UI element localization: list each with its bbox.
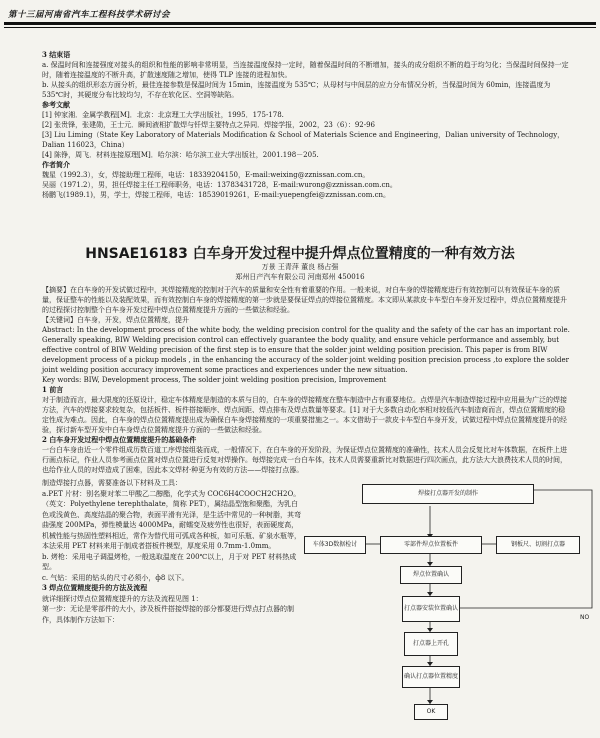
previous-article-tail (42, 50, 570, 200)
flow-ok: OK (414, 704, 448, 720)
paper-authors: 万景 王青萍 董良 杨占强 (261, 263, 339, 271)
reference-item: [3] Liu Liming（State Key Laboratory of Materials Modification & School of Materials Science and Engineering，Dalian university of Technology，Dalian 116023，China） (42, 131, 565, 149)
section-3-text: 就详细探讨焊点位置精度提升的方法及流程见图 1： (42, 594, 203, 603)
flow-car-data-review: 车体3D数据检讨 (304, 536, 366, 554)
material-c: c. 气钻：采用的钻头的尺寸必须小，ф8 以下。 (42, 573, 189, 582)
flow-drill-holes: 打点器上开孔 (404, 632, 458, 656)
author-bio: 魏星（1992.3），女，焊接助理工程师，电话：18339204150，E-mail:weixing@zznissan.com.cn。 (42, 171, 370, 179)
flow-position-check: 焊点位置确认 (400, 566, 462, 584)
flowchart (302, 482, 600, 738)
left-column (42, 478, 302, 625)
flow-make-panel: 零部件焊点位置板件 (380, 536, 482, 554)
materials-intro: 制造焊接打点器，需要准备以下材料及工具： (42, 479, 182, 487)
running-header: 第十三届河南省汽车工程科技学术研讨会 (8, 10, 171, 20)
section-2-heading: 2 白车身开发过程中焊点位置精度提升的基础条件 (42, 435, 197, 444)
paper-affiliation: 郑州日产汽车有限公司 河南郑州 450016 (235, 273, 365, 281)
abstract-block (42, 285, 570, 475)
conclusion-b: b. 从接头的组织形态方面分析，最佳连接参数是保温时间为 15min，连接温度为 535℃；从母材与中间层的应力分布情况分析，当保温时间为 60min，连接温度为 535℃时，其硬度分布比较均匀，不存在软化区、空洞等缺陷。 (42, 81, 551, 99)
paper-title: HNSAE16183 白车身开发过程中提升焊点位置精度的一种有效方法 (85, 246, 515, 262)
header-rule (4, 22, 596, 25)
header-rule-thin (4, 27, 596, 28)
keywords-en: Key words: BIW, Development process, The solder joint welding position precision, Improvement (42, 376, 387, 384)
section-1-text: 对于制造而言，最大限度的还原设计，稳定车体精度是制造的本质与目的，白车身的焊接精度在整车制造中占有重要地位。点焊是汽车制造焊接过程中应用最为广泛的焊接方法，汽车的焊接要求较复杂，包括板件、板件搭接顺序、焊点间距、焊点排布及焊点数量等要求。[1] 对于大多数自动化率相对较低汽车制造商而言，焊点位置精度的稳定性成为难点。因此，白车身的焊点位置精度提出成为确保白车身焊接精度的一项重要措施之一。本文借助于一款皮卡车型白车身开发，试做过程中焊点位置精度提升的经验，探讨新车型开发中白车身焊点位置精度提升方面的一些做法和经验。 (42, 396, 567, 434)
flow-start: 焊接打点器开发的制作 (362, 484, 534, 504)
flow-cut: 钢板尺、切割打点器 (496, 536, 580, 554)
author-bio: 吴丽（1971.2），男，担任焊接主任工程师职务，电话：13783431728，E-mail:wurong@zznissan.com.cn。 (42, 181, 397, 189)
flow-no-label: NO (580, 614, 590, 621)
step-1-text: 第一步：无论是零部件的大小，涉及板件搭接焊接的部分都要进行焊点打点器的制作，具体制作方法如下： (42, 605, 294, 624)
author-bio: 杨鹏飞(1989.1)，男，学士，焊接工程师，电话：18539019261，E-mail:yuepengfei@zznissan.com.cn。 (42, 191, 391, 199)
author-bio-heading: 作者简介 (42, 160, 70, 169)
references-heading: 参考文献 (42, 100, 70, 109)
reference-item: [1] 钟家湘．金属学教程[M]．北京：北京理工大学出版社，1995．175-178. (42, 111, 284, 119)
material-b: b. 烤枪：采用电子调温烤枪，一般选取温度在 200℃以上，月于对 PET 材料热成型。 (42, 552, 297, 571)
abstract-cn: 【摘要】在白车身的开发试做过程中，其焊接精度的控制对于汽车的质量和安全性有着重要的作用。一般来说，对白车身的焊接精度进行有效控制可以有效保证车身的质量，保证整车的性能以及装配效果，而有效控制白车身的焊接精度的第一步就是要保证焊点的焊接位置精度。本文即从某款皮卡车型白车身开发过程中，焊点位置精度提升的过程探讨控制整个白车身开发过程中焊点位置精度提升方面的一些做法和经验。 (42, 286, 567, 314)
material-a: a.PET 片材：别名聚对苯二甲酸乙二醇酯，化学式为 COC6H4COOCH2CH2O。（英文：Polyethylene terephthalate，简称 PET），属结晶型饱和聚酯，为乳白色或浅黄色、高度结晶的聚合物，表面平滑有光泽，是生活中常见的一种树脂，其弯曲强度 200MPa，弹性模量达 4000MPa，耐蠕变及疲劳性也很好，表面硬度高，机械性能与热固性塑料相近，常作为替代用可弧成各种板，如可乐瓶、矿泉水瓶等，本法采用 PET 材料来用于制成者搭板件模型，厚度采用 0.7mm-1.0mm。 (42, 489, 301, 550)
section-1-heading: 1 前言 (42, 385, 64, 394)
conclusion-heading: 3 结束语 (42, 50, 71, 59)
flow-mount-check: 打点器安装位置确认 (402, 596, 460, 622)
section-2-text: 一台白车身由近一个零件组成历数百道工序焊接组装而成，一般情况下，在白车身的开发阶段，为保证焊点位置精度的准确性，技术人员会反复比对车体数据，在板件上进行画点标记，作业人员参考画点位置对焊点位置进行反复对焊操作。每焊接完成一台白车体，技术人员需要重新比对数据进行四次画点，此方法大大浪费技术人员的时间，也给作业人员的对焊造成了困难，因此本文焊材·种更为有效的方法——焊接打点器。 (42, 446, 567, 474)
conclusion-a: a. 保温时间和连接强度对接头的组织和性能的影响非常明显，当连接温度保持一定时，随着保温时间的不断增加，接头的成分组织不断的趋于均匀化；当保温时间保持一定时，随着连接温度的不断升高，扩散速度随之增加，使得 TLP 连接的进程加快。 (42, 61, 569, 79)
keywords-cn: 【关键词】白车身，开发，焊点位置精度，提升 (42, 316, 189, 324)
section-3-heading: 3 焊点位置精度提升的方法及流程 (42, 583, 148, 592)
flow-confirm-precision: 确认打点器位置精度 (402, 666, 460, 688)
abstract-en: Abstract: In the development process of the white body, the welding precision control for the quality and the safety of the car has an important role. Generally speaking, BIW Welding precision control can effectively guarantee the body quality, and ensure vehicle performance and assembly, but effective control of BIW Welding precision of the first step is to ensure that the solder joint welding position precision. This paper is from BIW development process of a pickup models , in the enhancing the accuracy of the solder joint welding position precision process ,to explore the solder joint welding position accuracy improvement some practices and experiences under the new situation. (42, 326, 570, 374)
reference-item: [2] 张贵锋，张建勋，王士元．瞬间液相扩散焊与钎焊主要特点之异同．焊接学报，2002，23（6）：92-96 (42, 121, 375, 129)
reference-item: [4] 陈铮，周飞．材料连接原理[M]．哈尔滨：哈尔滨工业大学出版社，2001.198－205. (42, 151, 319, 159)
